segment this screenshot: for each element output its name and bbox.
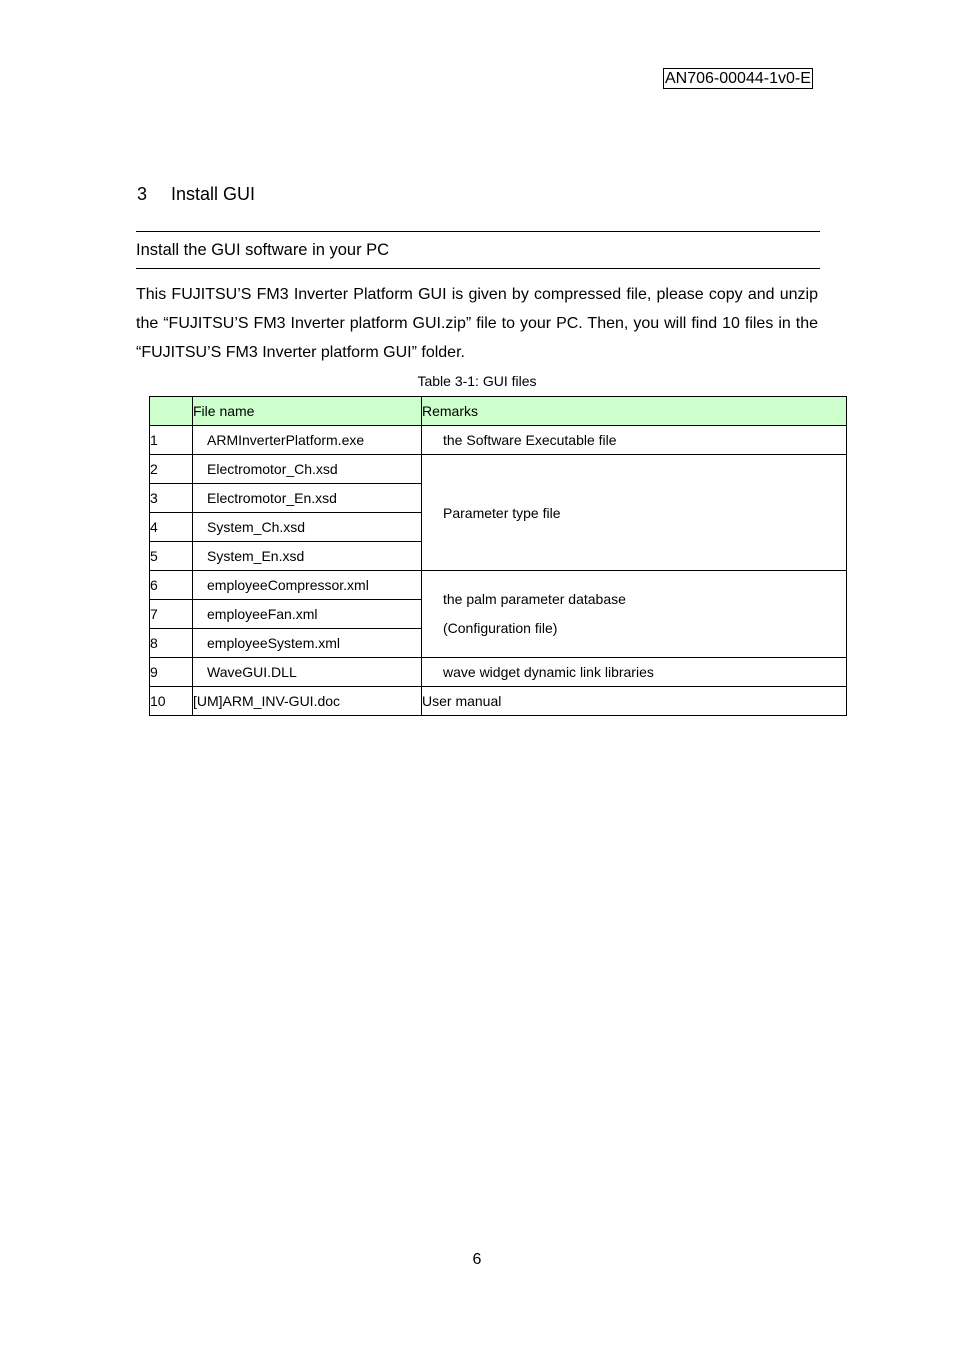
table-row — [150, 571, 847, 600]
section-heading — [137, 183, 255, 205]
header-file-name: File name — [193, 397, 422, 426]
row-num: 6 — [150, 571, 193, 600]
row-file-name: Electromotor_Ch.xsd — [193, 455, 422, 484]
row-file-name: employeeFan.xml — [193, 600, 422, 629]
row-file-name: WaveGUI.DLL — [193, 658, 422, 687]
document-id: AN706-00044-1v0-E — [665, 70, 811, 87]
row-num: 7 — [150, 600, 193, 629]
row-file-name: [UM]ARM_INV-GUI.doc — [193, 687, 422, 716]
table-row — [150, 426, 847, 455]
remarks-line-1: the palm parameter database — [443, 591, 626, 607]
row-file-name: Electromotor_En.xsd — [193, 484, 422, 513]
header-remarks: Remarks — [422, 397, 847, 426]
row-file-name: System_En.xsd — [193, 542, 422, 571]
table-row — [150, 658, 847, 687]
row-num: 10 — [150, 687, 193, 716]
table-row — [150, 687, 847, 716]
remarks-line-2: (Configuration file) — [443, 620, 558, 636]
row-remarks: User manual — [422, 687, 847, 716]
row-num: 3 — [150, 484, 193, 513]
subsection-box — [136, 231, 820, 269]
row-remarks: wave widget dynamic link libraries — [422, 658, 847, 687]
subsection-title: Install the GUI software in your PC — [136, 241, 390, 259]
table-caption: Table 3-1: GUI files — [417, 373, 537, 389]
row-num: 9 — [150, 658, 193, 687]
table-row — [150, 455, 847, 484]
row-remarks: Parameter type file — [422, 455, 847, 571]
row-num: 1 — [150, 426, 193, 455]
row-num: 5 — [150, 542, 193, 571]
row-remarks: the Software Executable file — [422, 426, 847, 455]
row-num: 4 — [150, 513, 193, 542]
row-file-name: ARMInverterPlatform.exe — [193, 426, 422, 455]
table-header-row — [150, 397, 847, 426]
section-number: 3 — [137, 184, 148, 204]
row-num: 2 — [150, 455, 193, 484]
header-num — [150, 397, 193, 426]
row-num: 8 — [150, 629, 193, 658]
row-file-name: System_Ch.xsd — [193, 513, 422, 542]
row-remarks — [422, 571, 847, 658]
row-file-name: employeeCompressor.xml — [193, 571, 422, 600]
row-file-name: employeeSystem.xml — [193, 629, 422, 658]
body-paragraph: This FUJITSU’S FM3 Inverter Platform GUI is given by compressed file, please copy and unzip the “FUJITSU’S FM3 Inverter platform GUI.zip” file to your PC. Then, you will find 10 files in the “FUJITSU’S FM3 Inverter platform GUI” folder. — [136, 286, 818, 361]
section-title: Install GUI — [171, 184, 256, 204]
page-number: 6 — [472, 1251, 482, 1268]
gui-files-table — [149, 396, 847, 716]
